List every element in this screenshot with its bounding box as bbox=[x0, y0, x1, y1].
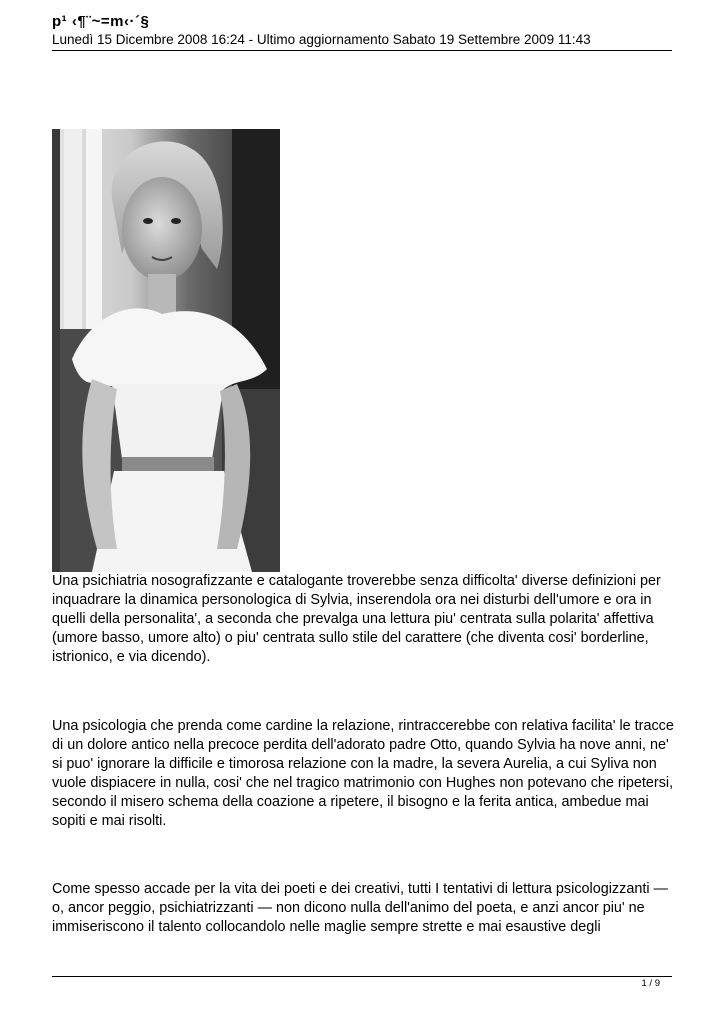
header-divider bbox=[52, 50, 672, 51]
paragraph-2: Una psicologia che prenda come cardine la relazione, rintraccerebbe con relativa facilita' le tracce di un dolore antico nella precoce perdita dell'adorato padre Otto, quando Sylvia ha nove anni, ne' si puo' ignorare la difficile e timorosa relazione con la madre, la severa Aurelia, a cui Syliva non vuole dispiacere in nulla, cosi' che nel tragico matrimonio con Hughes non potevano che ripetersi, secondo il misero schema della coazione a ripetere, il bisogno e la ferita antica, ambedue mai sopiti e mai risolti. bbox=[52, 718, 674, 830]
document-title: p¹ ‹¶¨~=m‹·´§ bbox=[52, 13, 150, 30]
portrait-photo bbox=[52, 129, 280, 572]
page-number: 1 / 9 bbox=[641, 978, 660, 989]
footer-divider bbox=[52, 976, 672, 977]
document-date-meta: Lunedì 15 Dicembre 2008 16:24 - Ultimo aggiornamento Sabato 19 Settembre 2009 11:43 bbox=[52, 32, 591, 47]
paragraph-1: Una psichiatria nosografizzante e catalogante troverebbe senza difficolta' diverse definizioni per inquadrare la dinamica personologica di Sylvia, inserendola ora nei disturbi dell'umore e ora in quelli della personalita', a seconda che prevalga una lettura piu' centrata sulla polarita' affettiva (umore basso, umore alto) o piu' centrata sullo stile del carattere (che diventa cosi' borderline, istrionico, e via dicendo). bbox=[52, 573, 661, 666]
paragraph-3: Come spesso accade per la vita dei poeti e dei creativi, tutti I tentativi di lettura psicologizzanti — o, ancor peggio, psichiatrizzanti — non dicono nulla dell'animo del poeta, e anzi ancor piu' ne immiseriscono il talento collocandolo nelle maglie sempre strette e mai esaustive degli bbox=[52, 881, 668, 936]
